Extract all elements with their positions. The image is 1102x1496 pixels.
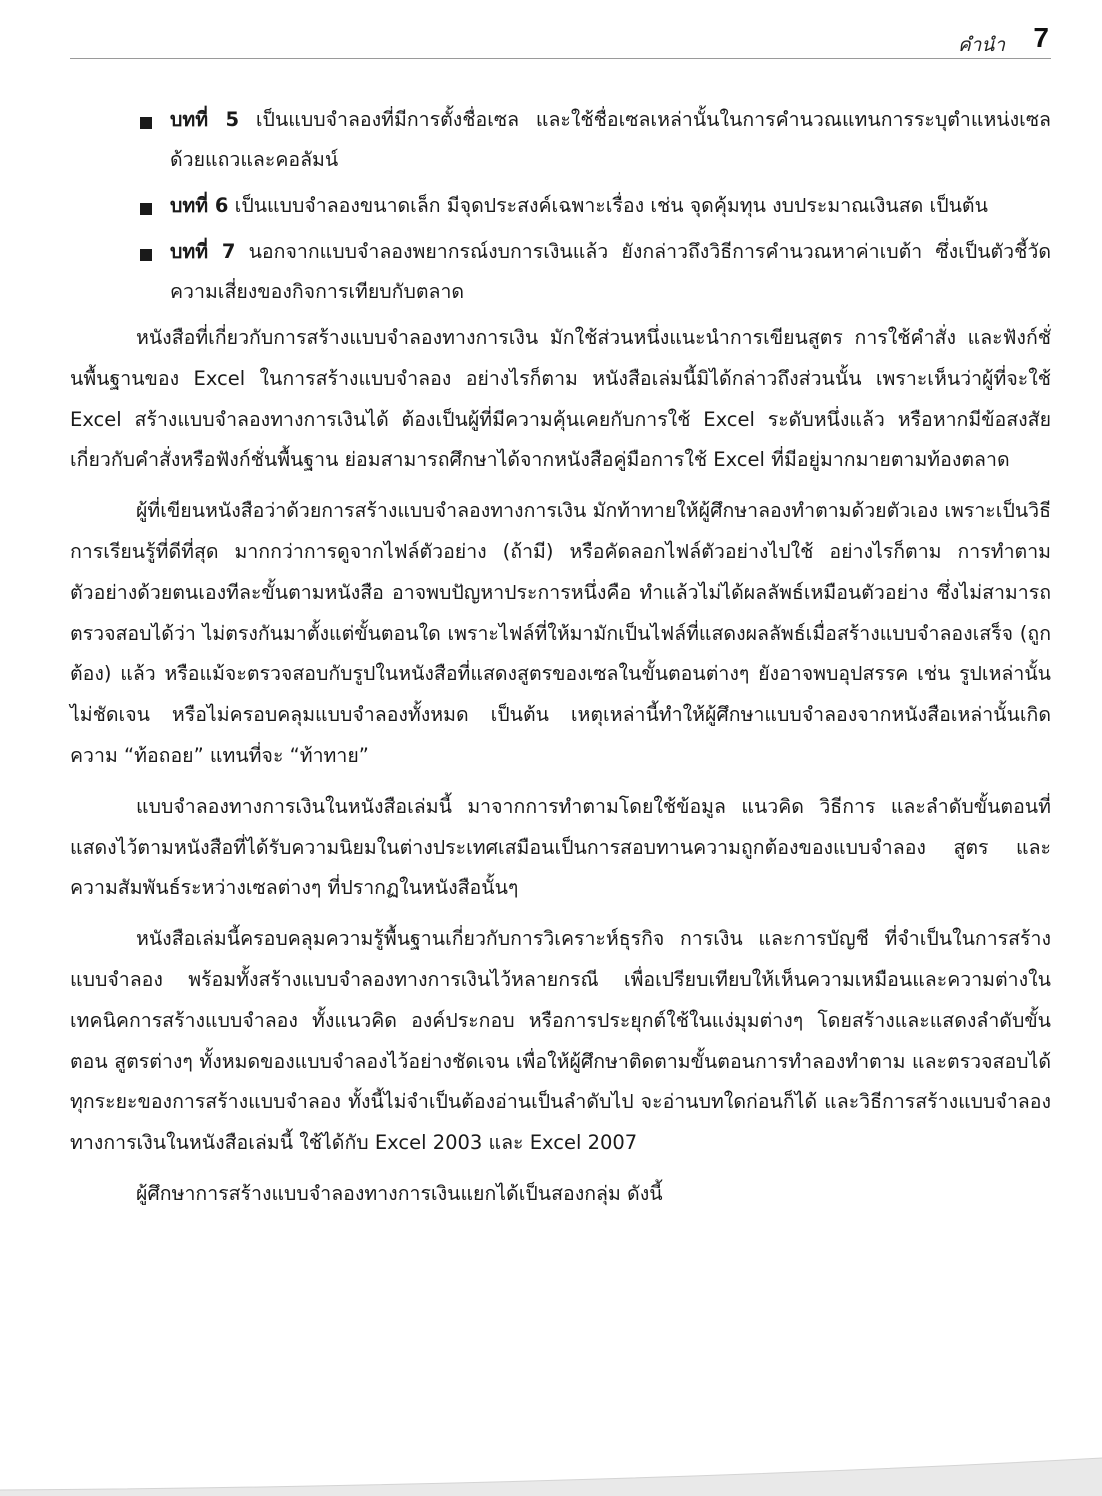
page-edge-decoration xyxy=(0,1446,1102,1496)
paragraph-5: ผู้ศึกษาการสร้างแบบจำลองทางการเงินแยกได้เป็นสองกลุ่ม ดังนี้ xyxy=(136,1181,663,1205)
paragraph-4: หนังสือเล่มนี้ครอบคลุมความรู้พื้นฐานเกี่ยวกับการวิเคราะห์ธุรกิจ การเงิน และการบัญชี ที่จำเป็นในการสร้างแบบจำลอง พร้อมทั้งสร้างแบบจำลองทางการเงินไว้หลายกรณี เพื่อเปรียบเทียบให้เห็นความเหมือนและความต่างในเทคนิคการสร้างแบบจำลอง ทั้งแนวคิด องค์ประกอบ หรือการประยุกต์ใช้ในแง่มุมต่างๆ โดยสร้างและแสดงลำดับขั้นตอน สูตรต่างๆ ทั้งหมดของแบบจำลองไว้อย่างชัดเจน เพื่อให้ผู้ศึกษาติดตามขั้นตอนการทำลองทำตาม และตรวจสอบได้ทุกระยะของการสร้างแบบจำลอง ทั้งนี้ไม่จำเป็นต้องอ่านเป็นลำดับไป จะอ่านบทใดก่อนก็ได้ และวิธีการสร้างแบบจำลองทางการเงินในหนังสือเล่มนี้ ใช้ได้กับ Excel 2003 และ Excel 2007 xyxy=(70,927,1051,1155)
bullet-text: เป็นแบบจำลองที่มีการตั้งชื่อเซล และใช้ชื่อเซลเหล่านั้นในการคำนวณแทนการระบุตำแหน่งเซล ด้วยแถวและคอลัมน์ xyxy=(170,108,1052,171)
paragraph-3: แบบจำลองทางการเงินในหนังสือเล่มนี้ มาจากการทำตามโดยใช้ข้อมูล แนวคิด วิธีการ และลำดับขั้นตอนที่แสดงไว้ตามหนังสือที่ได้รับความนิยมในต่างประเทศเสมือนเป็นการสอบทานความถูกต้องของแบบจำลอง สูตร และความสัมพันธ์ระหว่างเซลต่างๆ ที่ปรากฏในหนังสือนั้นๆ xyxy=(70,794,1051,900)
page-number: 7 xyxy=(1033,22,1049,53)
square-bullet-icon xyxy=(140,203,152,215)
header-title: คำนำ xyxy=(957,34,1005,56)
paragraph-1: หนังสือที่เกี่ยวกับการสร้างแบบจำลองทางการเงิน มักใช้ส่วนหนึ่งแนะนำการเขียนสูตร การใช้คำสั่ง และฟังก์ชั่นพื้นฐานของ Excel ในการสร้างแบบจำลอง อย่างไรก็ตาม หนังสือเล่มนี้มิได้กล่าวถึงส่วนนั้น เพราะเห็นว่าผู้ที่จะใช้ Excel สร้างแบบจำลองทางการเงินได้ ต้องเป็นผู้ที่มีความคุ้นเคยกับการใช้ Excel ระดับหนึ่งแล้ว หรือหากมีข้อสงสัยเกี่ยวกับคำสั่งหรือฟังก์ชั่นพื้นฐาน ย่อมสามารถศึกษาได้จากหนังสือคู่มือการใช้ Excel ที่มีอยู่มากมายตามท้องตลาด xyxy=(70,326,1051,472)
square-bullet-icon xyxy=(140,117,152,129)
paragraph-2: ผู้ที่เขียนหนังสือว่าด้วยการสร้างแบบจำลองทางการเงิน มักท้าทายให้ผู้ศึกษาลองทำตามด้วยตัวเอง เพราะเป็นวิธีการเรียนรู้ที่ดีที่สุด มากกว่าการดูจากไฟล์ตัวอย่าง (ถ้ามี) หรือคัดลอกไฟล์ตัวอย่างไปใช้ อย่างไรก็ตาม การทำตามตัวอย่างด้วยตนเองทีละขั้นตามหนังสือ อาจพบปัญหาประการหนึ่งคือ ทำแล้วไม่ได้ผลลัพธ์เหมือนตัวอย่าง ซึ่งไม่สามารถตรวจสอบได้ว่า ไม่ตรงกันมาตั้งแต่ขั้นตอนใด เพราะไฟล์ที่ให้มามักเป็นไฟล์ที่แสดงผลลัพธ์เมื่อสร้างแบบจำลองเสร็จ (ถูกต้อง) แล้ว หรือแม้จะตรวจสอบกับรูปในหนังสือที่แสดงสูตรของเซลในขั้นตอนต่างๆ ยังอาจพบอุปสรรค เช่น รูปเหล่านั้นไม่ชัดเจน หรือไม่ครอบคลุมแบบจำลองทั้งหมด เป็นต้น เหตุเหล่านี้ทำให้ผู้ศึกษาแบบจำลองจากหนังสือเหล่านั้นเกิดความ “ท้อถอย” แทนที่จะ “ท้าทาย” xyxy=(70,499,1051,767)
page-content xyxy=(70,100,1051,1225)
bullet-item-chapter-7 xyxy=(70,232,1051,312)
bullet-heading: บทที่ 7 xyxy=(170,240,236,263)
bullet-text: นอกจากแบบจำลองพยากรณ์งบการเงินแล้ว ยังกล่าวถึงวิธีการคำนวณหาค่าเบต้า ซึ่งเป็นตัวชี้วัดความเสี่ยงของกิจการเทียบกับตลาด xyxy=(170,240,1051,303)
bullet-item-chapter-5 xyxy=(70,100,1051,180)
page-header xyxy=(70,22,1051,59)
bullet-heading: บทที่ 6 xyxy=(170,194,229,217)
bullet-heading: บทที่ 5 xyxy=(170,108,240,131)
bullet-item-chapter-6 xyxy=(70,186,1051,226)
square-bullet-icon xyxy=(140,249,152,261)
bullet-text: เป็นแบบจำลองขนาดเล็ก มีจุดประสงค์เฉพาะเรื่อง เช่น จุดคุ้มทุน งบประมาณเงินสด เป็นต้น xyxy=(228,194,988,217)
chapter-bullet-list xyxy=(70,100,1051,312)
